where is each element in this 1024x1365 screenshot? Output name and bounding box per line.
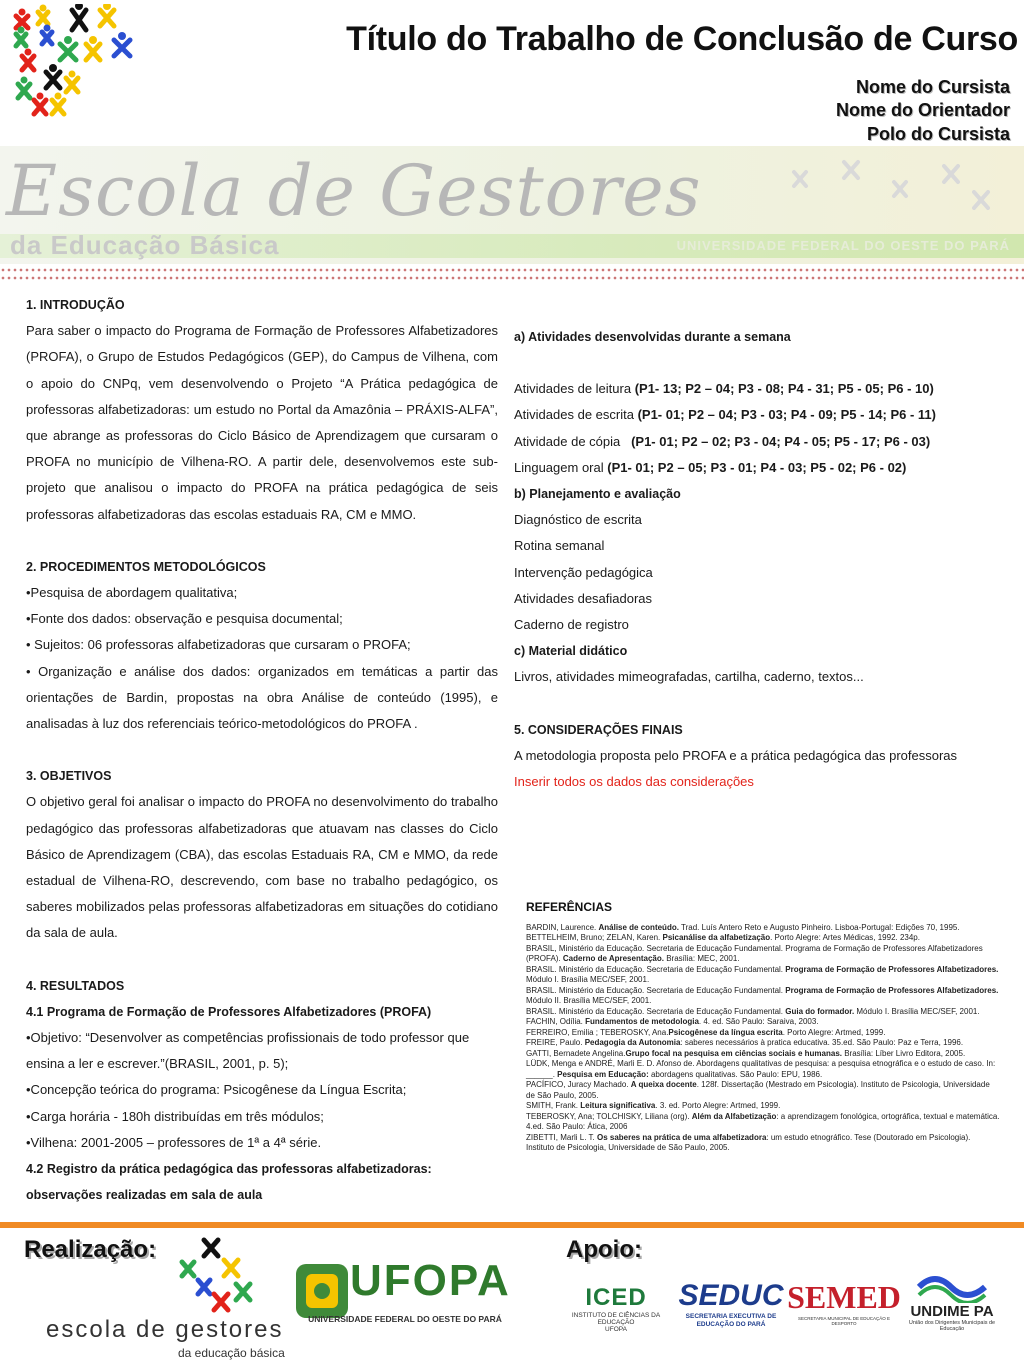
results-item: •Objetivo: “Desenvolver as competências profissionais de todo professor que ensina a ler e escrever.”(BRASIL, 2001, p. 5); [26,1030,470,1072]
banner-title: Escola de Gestores [6,150,702,232]
results-heading: 4. RESULTADOS [26,978,125,993]
activity-label: Atividades de escrita [514,407,638,423]
banner-divider-bottom [0,276,1024,280]
references-section [526,902,1000,1154]
poster-title: Título do Trabalho de Conclusão de Curso [346,20,1018,58]
planning-item: Intervenção pedagógica [514,564,653,580]
escola-gestores-footer-logo: escola de gestores [46,1316,284,1343]
material-heading: c) Material didático [514,644,628,659]
reference-item: FERREIRO, Emilia ; TEBEROSKY, Ana.Psicogênese da língua escrita. Porto Alegre: Artmed, 1999. [526,1027,886,1037]
results-subheading: 4.2 Registro da prática pedagógica das professoras alfabetizadoras: observações realizadas em sala de aula [26,1162,432,1203]
escola-gestores-figures-logo [6,4,134,120]
banner-figures-decoration [774,152,1004,236]
planning-item: Caderno de registro [514,617,629,633]
apoio-label: Apoio: [566,1236,642,1263]
reference-item: ZIBETTI, Marli L. T. Os saberes na prática de uma alfabetizadora: um estudo etnográfico. Tese (Doutorado em Psicologia). Instituto de Psicologia, Universidade de São Paulo, 2005. [526,1132,971,1152]
semed-subtitle: SECRETARIA MUNICIPAL DE EDUCAÇÃO E DESPORTO [798,1315,890,1326]
right-column [514,324,1014,795]
ufopa-logo [290,1256,520,1332]
student-name: Nome do Cursista [855,77,1010,97]
banner-subtitle: da Educação Básica [10,230,280,260]
material-text: Livros, atividades mimeografadas, cartilha, caderno, textos... [514,669,864,685]
ufopa-full-name: UNIVERSIDADE FEDERAL DO OESTE DO PARÁ [308,1314,502,1324]
semed-logo [787,1274,901,1330]
reference-item: FREIRE, Paulo. Pedagogia da Autonomia: saberes necessários à pratica educativa. 35.ed. São Paulo: Paz e Terra, 1996. [526,1038,964,1047]
activity-label: Linguagem oral [514,459,608,475]
methods-item: •Fonte dos dados: observação e pesquisa documental; [26,611,343,627]
seduc-name: SEDUC [678,1279,784,1312]
banner-divider-top [0,268,1024,272]
seduc-logo [672,1276,790,1332]
final-text: A metodologia proposta pelo PROFA e a prática pedagógica das professoras [514,747,958,763]
reference-item: SMITH, Frank. Leitura significativa. 3. ed. Porto Alegre: Artmed, 1999. [526,1101,781,1110]
realizacao-label: Realização: [24,1236,157,1263]
banner-university: UNIVERSIDADE FEDERAL DO OESTE DO PARÁ [676,238,1010,253]
reference-item: BRASIL. Ministério da Educação. Secretaria de Educação Fundamental. Programa de Formação de Professores Alfabetizadores. Módulo I. Brasília MEC/SEF, 2001. [526,964,999,984]
planning-item: Diagnóstico de escrita [514,512,642,528]
advisor-name: Nome do Orientador [835,100,1010,120]
reference-item: BRASIL, Ministério da Educação. Secretaria de Educação Fundamental. Programa de Formação de Professores Alfabetizadores (PROFA). Caderno de Apresentação. Brasília: MEC, 2001. [526,943,983,963]
methods-heading: 2. PROCEDIMENTOS METODOLÓGICOS [26,559,266,574]
undime-logo [900,1264,1004,1338]
methods-item: •Pesquisa de abordagem qualitativa; [26,585,238,601]
objectives-heading: 3. OBJETIVOS [26,769,112,784]
undime-subtitle: União dos Dirigentes Municipais de Educação [908,1319,996,1332]
activity-values: (P1- 01; P2 – 04; P3 - 03; P4 - 09; P5 - 14; P6 - 11) [637,407,936,423]
activities-heading: a) Atividades desenvolvidas durante a semana [514,330,791,344]
results-subheading: 4.1 Programa de Formação de Professores Alfabetizadores (PROFA) [26,1004,432,1019]
seduc-subtitle: SECRETARIA EXECUTIVA DE EDUCAÇÃO DO PARÁ [685,1313,777,1328]
reference-item: BRASIL. Ministério da Educação. Secretaria de Educação Fundamental. Programa de Formação de Professores Alfabetizadores. Módulo II. Brasília MEC/SEF, 2001. [526,985,999,1005]
iced-name: ICED [585,1283,647,1311]
planning-heading: b) Planejamento e avaliação [514,487,681,502]
reference-item: BRASIL. Ministério da Educação. Secretaria de Educação Fundamental. Guia do formador. Módulo I. Brasília MEC/SEF, 2001. [526,1006,980,1016]
final-note: Inserir todos os dados das considerações [514,774,754,790]
reference-item: BARDIN, Laurence. Análise de conteúdo. Trad. Luís Antero Reto e Augusto Pinheiro. Lisboa-Portugal: Edições 70, 1995. [526,922,960,932]
activity-label: Atividade de cópia [514,433,632,449]
activity-values: (P1- 01; P2 – 02; P3 - 04; P4 - 05; P5 - 17; P6 - 03) [631,433,931,449]
planning-item: Atividades desafiadoras [514,590,653,606]
escola-gestores-footer-subtitle: da educação básica [178,1346,285,1360]
iced-line: INSTITUTO DE CIÊNCIAS DA [571,1311,661,1319]
activity-row [514,376,1014,402]
reference-item: BETTELHEIM, Bruno; ZELAN, Karen. Psicanálise da alfabetização. Porto Alegre: Artes Médicas, 1992. 234p. [526,933,920,942]
escola-gestores-banner [0,146,1024,264]
results-item: •Concepção teórica do programa: Psicogênese da Língua Escrita; [26,1082,407,1098]
activity-values: (P1- 13; P2 – 04; P3 - 08; P4 - 31; P5 - 05; P6 - 10) [634,381,934,397]
activity-row [514,455,1014,481]
objectives-text: O objetivo geral foi analisar o impacto do PROFA no desenvolvimento do trabalho pedagógico das professoras alfabetizadoras que atuavam nas classes do Ciclo Básico de Aprendizagem (CBA), das escolas Estaduais RA, CM e MMO, da rede estadual de Vilhena-RO, descrevendo, com base no trabalho pedagógico, os saberes mobilizados pelas professoras alfabetizadoras em situações do cotidiano da sala de aula. [26,794,498,941]
activity-label: Atividades de leitura [514,381,635,397]
reference-item: TEBEROSKY, Ana; TOLCHISKY, Liliana (org). Além da Alfabetização: a aprendizagem fonológica, ortográfica, textual e matemática. 4.ed. São Paulo: Ática, 2006 [526,1111,1000,1131]
references-heading: REFERÊNCIAS [526,900,613,914]
left-column [26,292,498,1209]
intro-heading: 1. INTRODUÇÃO [26,298,125,312]
reference-item: PACÍFICO, Juracy Machado. A queixa docente. 128f. Dissertação (Mestrado em Psicologia). Instituto de Psicologia, Universidade de São Paulo, 2005. [526,1080,990,1100]
final-heading: 5. CONSIDERAÇÕES FINAIS [514,722,683,737]
activity-row [514,429,1014,455]
footer-figures-logo [174,1232,258,1316]
iced-line: EDUCAÇÃO [597,1318,635,1326]
undime-name: UNDIME PA [910,1302,994,1320]
footer-divider [0,1222,1024,1228]
activity-row [514,402,1014,428]
iced-logo [566,1276,666,1340]
results-item: •Vilhena: 2001-2005 – professores de 1ª a 4ª série. [26,1134,322,1150]
methods-item: • Organização e análise dos dados: organizados em temáticas a partir das orientações de Bardin, propostas na obra Análise de conteúdo (1995), e analisadas à luz dos referenciais teórico-metodológicos do PROFA . [26,663,498,732]
results-item: •Carga horária - 180h distribuídas em três módulos; [26,1108,324,1124]
intro-text: Para saber o impacto do Programa de Formação de Professores Alfabetizadores (PROFA), o Grupo de Estudos Pedagógicos (GEP), do Campus de Vilhena, com o apoio do CNPq, vem desenvolvendo o Projeto “A Prática pedagógica de professoras alfabetizadoras: um estudo no Portal da Amazônia – PRÁXIS-ALFA”, que abrange as professoras do Ciclo Básico de Aprendizagem que cursaram o PROFA no município de Vilhena-RO. A partir dele, desenvolvemos este sub-projeto que analisou o impacto do PROFA na prática pedagógica de seis professoras alfabetizadoras das escolas estaduais RA, CM e MMO. [26,323,498,522]
campus-name: Polo do Cursista [866,124,1010,144]
reference-item: GATTI, Bernadete Angelina.Grupo focal na pesquisa em ciências sociais e humanas. Brasília: Líber Livro Editora, 2005. [526,1048,966,1058]
activity-values: (P1- 01; P2 – 05; P3 - 01; P4 - 03; P5 - 02; P6 - 02) [607,459,907,475]
methods-item: • Sujeitos: 06 professoras alfabetizadoras que cursaram o PROFA; [26,637,411,653]
ufopa-emblem-icon [292,1260,352,1322]
references-list [526,923,1000,1154]
iced-line: UFOPA [605,1325,627,1333]
semed-name: SEMED [787,1278,901,1315]
reference-item: FACHIN, Odília. Fundamentos de metodologia. 4. ed. São Paulo: Saraiva, 2003. [526,1017,819,1026]
reference-item: LÜDK, Menga e ANDRÉ, Marli E. D. Afonso de. Abordagens qualitativas de pesquisa: a pesquisa etnográfica e o estudo de caso. In: ______. Pesquisa em Educação: abordagens qualitativas. São Paulo: EPU, 1986. [526,1059,996,1079]
planning-item: Rotina semanal [514,538,605,554]
undime-emblem-icon [915,1271,989,1303]
ufopa-name: UFOPA [350,1256,511,1305]
